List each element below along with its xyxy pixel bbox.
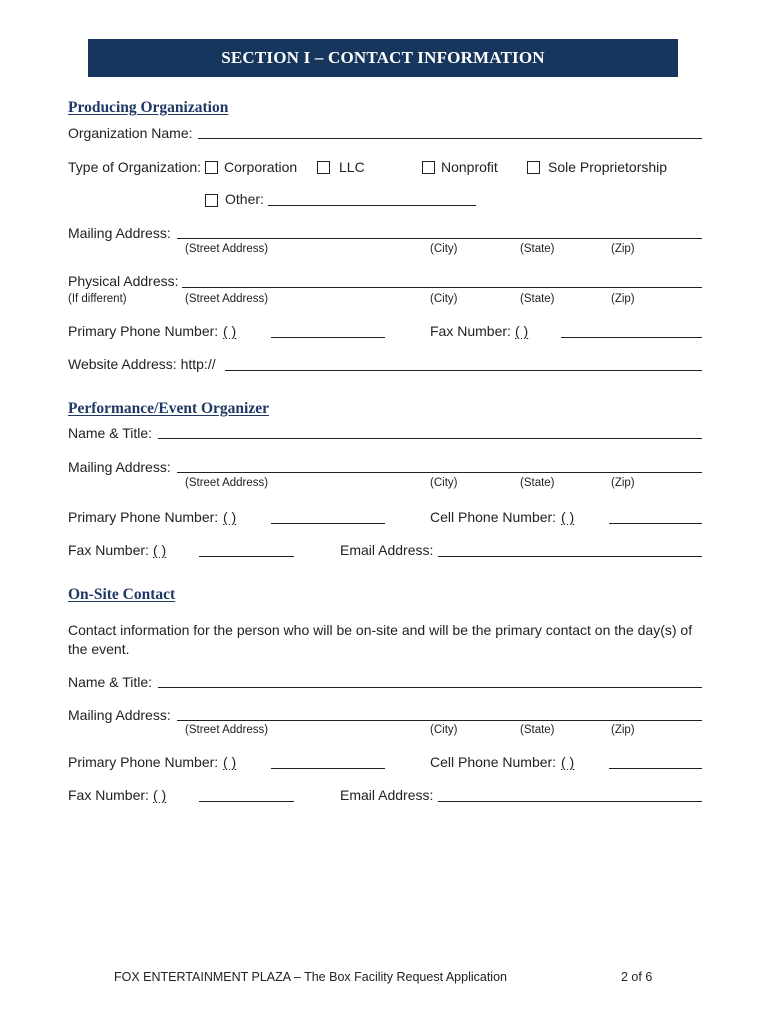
- organizer-primary-phone-area-code[interactable]: ( ): [223, 509, 237, 525]
- zip-caption: (Zip): [611, 293, 635, 305]
- organizer-mailing-address-field[interactable]: [177, 472, 702, 473]
- organization-name-label: Organization Name:: [68, 125, 193, 141]
- event-organizer-heading: Performance/Event Organizer: [68, 400, 269, 417]
- other-field[interactable]: [268, 205, 476, 206]
- organizer-mailing-address-label: Mailing Address:: [68, 459, 171, 475]
- if-different-caption: (If different): [68, 293, 127, 305]
- footer-page-number: 2 of 6: [621, 970, 653, 984]
- onsite-fax-field[interactable]: [199, 801, 294, 802]
- organizer-name-title-field[interactable]: [158, 438, 702, 439]
- organizer-email-field[interactable]: [438, 556, 702, 557]
- onsite-email-field[interactable]: [438, 801, 702, 802]
- organizer-fax-field[interactable]: [199, 556, 294, 557]
- footer-title: FOX ENTERTAINMENT PLAZA – The Box Facility Request Application: [114, 970, 507, 984]
- onsite-cell-phone-label: Cell Phone Number:: [430, 754, 557, 770]
- street-address-caption: (Street Address): [185, 243, 269, 255]
- physical-address-field[interactable]: [182, 287, 702, 288]
- zip-caption: (Zip): [611, 724, 635, 736]
- organizer-name-title-label: Name & Title:: [68, 425, 153, 441]
- onsite-email-label: Email Address:: [340, 787, 434, 803]
- sole-proprietorship-checkbox[interactable]: [527, 161, 540, 174]
- corporation-label: Corporation: [224, 159, 298, 175]
- fax-number-field[interactable]: [561, 337, 702, 338]
- fax-number-label: Fax Number:: [430, 323, 511, 339]
- mailing-address-field[interactable]: [177, 238, 702, 239]
- other-label: Other:: [225, 191, 264, 207]
- onsite-primary-phone-field[interactable]: [271, 768, 385, 769]
- producing-organization-heading: Producing Organization: [68, 99, 229, 116]
- other-checkbox[interactable]: [205, 194, 218, 207]
- onsite-cell-phone-area-code[interactable]: ( ): [561, 754, 575, 770]
- onsite-cell-phone-field[interactable]: [609, 768, 702, 769]
- llc-checkbox[interactable]: [317, 161, 330, 174]
- state-caption: (State): [520, 293, 555, 305]
- zip-caption: (Zip): [611, 243, 635, 255]
- onsite-mailing-address-label: Mailing Address:: [68, 707, 171, 723]
- state-caption: (State): [520, 477, 555, 489]
- fax-area-code[interactable]: ( ): [515, 323, 529, 339]
- nonprofit-label: Nonprofit: [441, 159, 498, 175]
- organizer-primary-phone-label: Primary Phone Number:: [68, 509, 219, 525]
- primary-phone-field[interactable]: [271, 337, 385, 338]
- street-address-caption: (Street Address): [185, 477, 269, 489]
- state-caption: (State): [520, 243, 555, 255]
- onsite-contact-heading: On-Site Contact: [68, 586, 176, 603]
- onsite-fax-label: Fax Number:: [68, 787, 149, 803]
- mailing-address-label: Mailing Address:: [68, 225, 171, 241]
- section-title-banner: SECTION I – CONTACT INFORMATION: [88, 39, 678, 77]
- corporation-checkbox[interactable]: [205, 161, 218, 174]
- primary-phone-label: Primary Phone Number:: [68, 323, 219, 339]
- website-address-label: Website Address: http://: [68, 356, 216, 372]
- website-address-field[interactable]: [225, 370, 702, 371]
- city-caption: (City): [430, 724, 458, 736]
- onsite-name-title-label: Name & Title:: [68, 674, 153, 690]
- organizer-cell-phone-field[interactable]: [609, 523, 702, 524]
- organizer-email-label: Email Address:: [340, 542, 434, 558]
- onsite-primary-phone-label: Primary Phone Number:: [68, 754, 219, 770]
- organization-name-field[interactable]: [198, 138, 702, 139]
- organizer-primary-phone-field[interactable]: [271, 523, 385, 524]
- onsite-fax-area-code[interactable]: ( ): [153, 787, 167, 803]
- organizer-fax-label: Fax Number:: [68, 542, 149, 558]
- physical-address-label: Physical Address:: [68, 273, 179, 289]
- primary-phone-area-code[interactable]: ( ): [223, 323, 237, 339]
- llc-label: LLC: [339, 159, 365, 175]
- organizer-cell-phone-label: Cell Phone Number:: [430, 509, 557, 525]
- onsite-description: Contact information for the person who will be on-site and will be the primary contact on the day(s) of the event.: [68, 622, 693, 657]
- city-caption: (City): [430, 293, 458, 305]
- organizer-fax-area-code[interactable]: ( ): [153, 542, 167, 558]
- street-address-caption: (Street Address): [185, 724, 269, 736]
- city-caption: (City): [430, 477, 458, 489]
- city-caption: (City): [430, 243, 458, 255]
- onsite-mailing-address-field[interactable]: [177, 720, 702, 721]
- onsite-primary-phone-area-code[interactable]: ( ): [223, 754, 237, 770]
- sole-proprietorship-label: Sole Proprietorship: [548, 159, 668, 175]
- type-of-organization-label: Type of Organization:: [68, 159, 202, 175]
- state-caption: (State): [520, 724, 555, 736]
- zip-caption: (Zip): [611, 477, 635, 489]
- onsite-name-title-field[interactable]: [158, 687, 702, 688]
- nonprofit-checkbox[interactable]: [422, 161, 435, 174]
- street-address-caption: (Street Address): [185, 293, 269, 305]
- organizer-cell-phone-area-code[interactable]: ( ): [561, 509, 575, 525]
